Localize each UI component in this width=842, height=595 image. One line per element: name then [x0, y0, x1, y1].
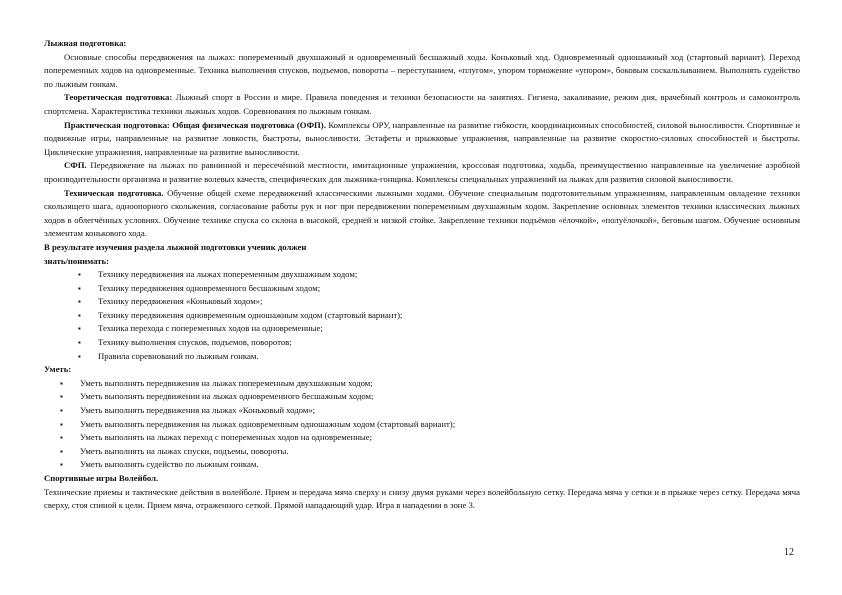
- can-list: [44, 377, 800, 472]
- document-body: [44, 37, 800, 513]
- list-item: ▪ Уметь выполнять передвижения на лыжах попеременным двухшажным ходом;: [80, 377, 800, 391]
- list-item: ▪ Технику передвижения «Коньковый ходом»;: [98, 295, 800, 309]
- technical-label: Техническая подготовка.: [64, 187, 164, 198]
- theory-paragraph: [44, 91, 800, 118]
- sfp-label: СФП.: [64, 160, 87, 171]
- list-item: ▪ Технику передвижения на лыжах попеременным двухшажным ходом;: [98, 268, 800, 282]
- result-heading: В результате изучения раздела лыжной подготовки ученик должен: [44, 241, 307, 252]
- list-item: ▪ Уметь выполнять на лыжах переход с попеременных ходов на одновременные;: [80, 431, 800, 445]
- list-item: ▪ Уметь выполнять передвижении на лыжах одновременного бесшажным ходом;: [80, 390, 800, 404]
- list-item: ▪ Уметь выполнять передвижения на лыжах одновременным одношажным ходом (стартовый вариант);: [80, 418, 800, 432]
- list-item: ▪ Техника перехода с попеременных ходов на одновременные;: [98, 322, 800, 336]
- sfp-text: Передвижение на лыжах по равнинной и пересечённой местности, имитационные упражнения, кроссовая подготовка, ходьба, преимущественно направленные на увеличение аэробной производительности организма и развитие волевых качеств, специфических для лыжника-гонщика. Комплексы специальных упражнений на лыжах для развития силовой выносливости.: [44, 160, 800, 184]
- practice-text: Комплексы ОРУ, направленные на развитие гибкости, координационных способностей, силовой выносливости. Спортивные и подвижные игры, направленные на развитие ловкости, быстроты, выносливости. Эстафеты и прыжковые упражнения, направленные на развитие скоростно-силовых способностей и быстроты. Циклические упражнения, направленные на развитие выносливости.: [44, 119, 800, 157]
- technical-text: Обучение общей схеме передвижений классическими лыжными ходами. Обучение специальным подготовительным упражнениям, направленным овладение техники скользящего шага, одноопорного скольжения, согласование работы рук и ног при передвижении попеременным двухшажным ходом. Закрепление основных элементов техники классических лыжных ходов в облегчённых условиях. Обучение технике спуска со склона в высокой, средней и низкой стойке. Закрепление техники подъёмов «ёлочкой», «полуёлочкой», беговым шагом. Обучение основным элементам конькового хода.: [44, 187, 800, 239]
- list-item: ▪ Технику выполнения спусков, подъемов, поворотов;: [98, 336, 800, 350]
- list-item: ▪ Уметь выполнять на лыжах спуски, подъемы, повороты.: [80, 445, 800, 459]
- can-heading: Уметь:: [44, 364, 72, 375]
- page-number: 12: [784, 547, 794, 558]
- know-list: [44, 268, 800, 363]
- list-item: ▪ Технику передвижения одновременного бесшажным ходом;: [98, 282, 800, 296]
- section-heading-skiing: Лыжная подготовка:: [44, 38, 127, 48]
- list-item: ▪ Уметь выполнять судейство по лыжным гонкам.: [80, 458, 800, 472]
- list-item: ▪ Правила соревнований по лыжным гонкам.: [98, 350, 800, 364]
- practice-paragraph: [44, 119, 800, 160]
- volleyball-paragraph: Технические приемы и тактические действия в волейболе. Прием и передача мяча сверху и снизу двумя руками через волейбольную сетку. Передача мяча у сетки и в прыжке через сетку. Передача мяча сверху, стоя спиной к цели. Прием мяча, отраженного сеткой. Прямой нападающий удар. Игра в нападении в зоне 3.: [44, 486, 800, 511]
- know-heading: знать/понимать:: [44, 255, 109, 266]
- theory-label: Теоретическая подготовка:: [64, 92, 173, 103]
- list-item: ▪ Технику передвижения одновременным одношажным ходом (стартовый вариант);: [98, 309, 800, 323]
- sfp-paragraph: [44, 159, 800, 186]
- practice-label: Практическая подготовка: Общая физическая подготовка (ОФП).: [64, 119, 326, 130]
- technical-paragraph: [44, 187, 800, 241]
- section-heading-volleyball: Спортивные игры Волейбол.: [44, 473, 159, 483]
- list-item: ▪ Уметь выполнять передвижения на лыжах «Коньковый ходом»;: [80, 404, 800, 418]
- theory-text: Лыжный спорт в России и мире. Правила поведения и техники безопасности на занятиях. Гигиена, закаливание, режим дня, врачебный контроль и самоконтроль спортсмена. Характеристика техники лыжных ходов. Соревнования по лыжным гонкам.: [44, 92, 800, 116]
- skiing-intro-paragraph: Основные способы передвижения на лыжах: попеременный двухшажный и одновременный бесшажный ходы. Коньковый ход. Одновременный одношажный ход (стартовый вариант). Переход попеременных ходов на одновременные. Техника выполнения спусков, подъемов, повороты – переступанием, «плугом», упором торможение «упором», боковым соскальзыванием. Выполнять судейство по лыжным гонкам.: [44, 51, 800, 89]
